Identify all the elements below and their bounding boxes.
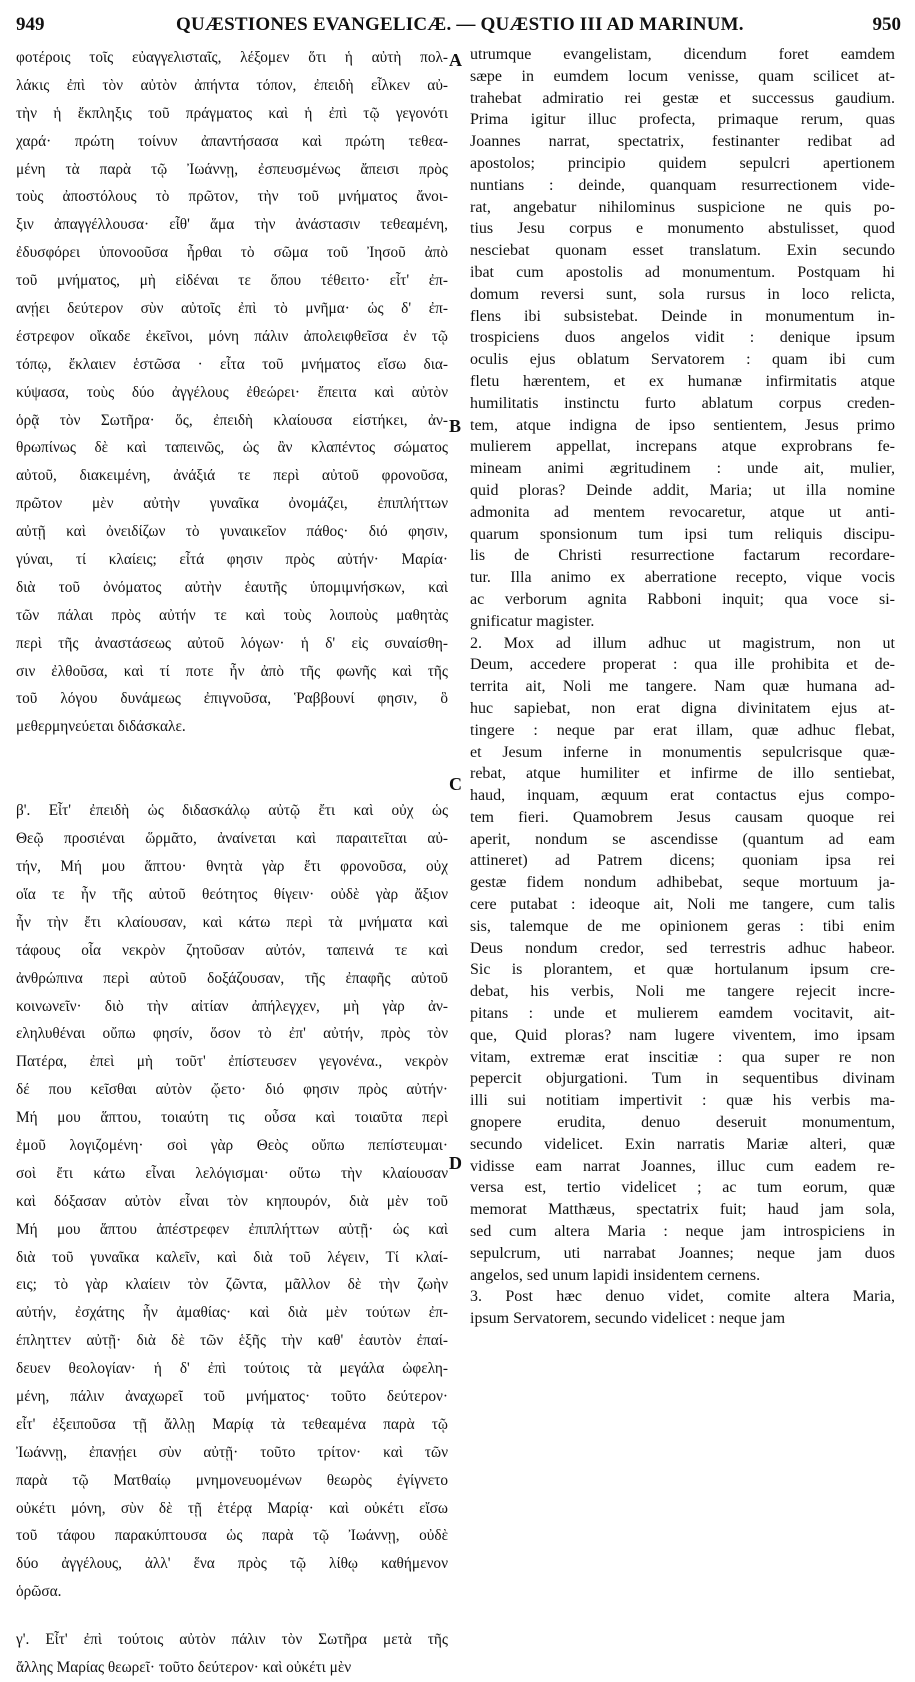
text-line: τοῦ μνήματος, μὴ εἰδέναι τε ὅπου τέθειτο· εἶτ' ἐπ- [16,272,448,290]
text-line: tingere : neque par erat illam, quæ adhuc flebat, [470,721,895,739]
text-line: εληλυθέναι οὔπω φησίν, ὅσον τὸ ἐπ' αὐτήν, πρὸς τὸν [16,1025,448,1043]
text-line: flens ibi subsistebat. Deinde in monumentum in- [470,307,895,325]
page-number-right: 950 [872,14,901,35]
text-line: 3. Post hæc denuo videt, comite altera Maria, [470,1288,895,1306]
text-line: sed cum altera Maria : neque jam introspiciens in [470,1223,895,1241]
text-line: ὁρᾷ τὸν Σωτῆρα· ὅς, ἐπειδὴ κλαίουσα εἱστήκει, ἀν- [16,411,448,429]
text-line: Θεῷ προσιέναι ὥρμᾶτο, ἀναίνεται καὶ παραιτεῖται αὐ- [16,830,448,848]
text-line: Joannes narrat, spectatrix, festinanter redibat ad [470,133,895,151]
page-number-left: 949 [16,14,45,35]
text-line: trahebat admiratio rei gestæ et successus gaudium. [470,89,895,107]
text-line: έπληττεν αὐτῇ· διὰ δὲ τῶν ἑξῆς τὴν καθ' ἑαυτὸν ἐπαί- [16,1332,448,1350]
text-line: φοτέροις τοῖς εὐαγγελισταῖς, λέξομεν ὅτι ἡ αὐτὴ πολ- [16,49,448,66]
margin-letter-a: A [449,50,462,70]
text-line: ac verborum agnita Rabboni inquit; qua voce si- [470,590,895,608]
text-line: γ'. Εἶτ' ἐπὶ τούτοις αὐτὸν πάλιν τὸν Σωτῆρα μετὰ τῆς [16,1631,448,1649]
text-line: Sic is plorantem, et quæ hortulanum ipsum cre- [470,961,895,979]
text-line: aperit, nondum se ascendisse (quantum ad eam [470,830,895,848]
text-line: apostolos; principio quidem sepulcri apertionem [470,154,895,172]
text-line: θρωπίνως δὲ καὶ ταπεινῶς, ὡς ἂν κλαπέντος σώματος [16,439,448,457]
text-line: cere putabat : ideoque ait, Noli me tangere, cum talis [470,896,895,914]
text-line: ανῄει δεύτερον σὺν αὐτοῖς ἐπὶ τὸ μνῆμα· ὡς δ' ἐπ- [16,300,448,318]
text-line: καὶ δόξασαν αὐτὸν εἶναι τὸν κηπουρόν, διὰ μὲν τοῦ [16,1192,448,1210]
text-line: β'. Εἶτ' ἐπειδὴ ὡς διδασκάλῳ αὐτῷ ἔτι καὶ οὐχ ὡς [16,802,448,820]
text-line: Ἰωάννῃ, ἐπανῄει σὺν αὐτῇ· τοῦτο τρίτον· καὶ τῶν [16,1443,448,1461]
text-line: lis de Christi resurrectione factarum recordare- [470,547,895,565]
text-line: et Jesum inferne in monumentis sepulcrisque quæ- [470,743,895,761]
text-line: τήν, Μή μου ἅπτου· θνητὰ γὰρ ἔτι φρονοῦσα, οὐχ [16,858,448,876]
text-line: gnopere erudita, denuo deseruit monumentum, [470,1114,895,1132]
text-line: humilitatis instinctu furto ablatum corpus creden- [470,394,895,412]
text-line: μένη τὰ παρὰ τῷ Ἰωάννῃ, ἐσπευσμένως ἄπεισι πρὸς [16,160,448,178]
text-line: rat, angebatur nihilominus suspicione ne quis po- [470,198,895,216]
text-line: τοῦ λόγου δυνάμεως ἐπιγνοῦσα, Ῥαββουνί φησιν, ὃ [16,690,448,708]
text-line: versa est, tertio videlicet ; ac tum eorum, quæ [470,1179,895,1197]
greek-paragraph-2 [16,797,448,1606]
text-line: mulierem appellat, increpans atque exprobrans fe- [470,438,895,456]
text-line: tem fieri. Quamobrem Jesus causam quoque rei [470,808,895,826]
text-line: ἦν τὴν ἔτι κλαίουσαν, καὶ κάτω περὶ τὰ μνήματα καὶ [16,913,448,931]
text-line: attineret) ad Patrem dicens; quoniam ipsa rei [470,852,895,870]
text-line: ἄλλης Μαρίας θεωρεῖ· τοῦτο δεύτερον· καὶ οὐκέτι μὲν [16,1658,352,1676]
text-line: tur. Illa animo ex aberratione recepto, vique vocis [470,569,895,587]
text-line: quid ploras? Deinde addit, Maria; ut illa nomine [470,481,895,499]
text-line: ξιν ἀπαγγέλλουσα· εἶθ' ἅμα τὴν ἀνάστασιν τεθεαμένη, [16,216,448,234]
text-line: σοὶ ἔτι κάτω εἶναι λελόγισμαι· οὕτω τὴν κλαίουσαν [16,1164,448,1182]
greek-paragraph-1 [16,44,448,741]
text-line: παρὰ τῷ Ματθαίῳ μνημονευομένων θεωρὸς ἐγίγνετο [16,1471,448,1489]
text-line: tem, atque indigna de ipso sentientem, Jesus primo [470,416,895,434]
text-line: οὐκέτι μόνη, σὺν δὲ τῇ ἑτέρᾳ Μαρίᾳ· καὶ οὐκέτι εἴσω [16,1499,448,1517]
text-line: memorat Matthæus, spectatrix fuit; haud jam sola, [470,1201,895,1219]
text-line: vitam, extremæ erat inscitiæ : qua super re non [470,1048,895,1066]
text-line: έστρεφον οἴκαδε ἐκεῖνοι, μόνη πάλιν ἀπολειφθεῖσα ἐν τῷ [16,327,448,345]
text-line: fletu hærentem, et ex humanæ infirmitatis atque [470,372,895,390]
text-line: rebat, atque humiliter et infirme de illo sentiebat, [470,765,895,783]
text-line: μένη, πάλιν ἀναχωρεῖ τοῦ μνήματος· τοῦτο δεύτερον· [16,1387,448,1405]
text-line: nesciebat quonam esset translatum. Exin secundo [470,242,895,260]
text-line: utrumque evangelistam, dicendum foret eamdem [470,46,895,63]
text-line: κύψασα, τοὺς δύο ἀγγέλους ἐθεώρει· ἔπειτα καὶ αὐτὸν [16,383,448,401]
running-title: QUÆSTIONES EVANGELICÆ. — QUÆSTIO III AD MARINUM. [176,14,744,35]
text-line: Μή μου ἅπτου ἀπέστρεφεν ἐπιπλήττων αὐτῇ· ὡς καὶ [16,1220,448,1238]
text-line: sepulcrum, uti narrabat Joannes; neque jam duos [470,1244,895,1262]
text-line: πρῶτον μὲν αὐτὴν γυναῖκα ὀνομάζει, ἐπιπλήττων [16,495,448,513]
text-line: domum reversi sunt, sola rursus in loco relicta, [470,285,895,303]
text-line: τάφους οἷα νεκρὸν ζητοῦσαν αὐτόν, ταπεινά τε καὶ [16,941,448,959]
text-line: ἐδυσφόρει ὑπονοοῦσα ἦρθαι τὸ σῶμα τοῦ Ἰησοῦ ἀπὸ [16,244,448,262]
text-line: εις; τὸ γὰρ κλαίειν τὸν ζῶντα, μᾶλλον δὲ τὴν ζωὴν [16,1276,448,1294]
text-line: gnificatur magister. [470,612,595,630]
text-line: μεθερμηνεύεται διδάσκαλε. [16,718,186,736]
text-line: secundo videlicet. Exin narratis Mariæ alteri, quæ [470,1135,895,1153]
text-line: Prima igitur illuc profecta, primaque rerum, quas [470,111,895,129]
latin-column [470,44,895,1330]
text-line: τὴν ἡ ἔκπληξις τοῦ πράγματος καὶ ἡ ἐπὶ τῷ γεγονότι [16,104,448,122]
text-line: illi sui notitiam impertivit : quæ his verbis ma- [470,1092,895,1110]
text-line: 2. Mox ad illum adhuc ut magistrum, non ut [470,634,895,652]
text-line: pepercit objurgationi. Tum in sequentibus divinam [470,1070,895,1088]
text-line: τῶν πάλαι πρὸς αὐτήν τε καὶ τοὺς λοιποὺς μαθητὰς [16,606,448,624]
text-line: trospiciens duos angelos vidit : denique ipsum [470,329,895,347]
margin-letter-b: B [449,416,462,436]
text-line: Deus nondum credor, sed terrestris adhuc habeor. [470,939,895,957]
margin-letter-d: D [449,1153,462,1173]
text-line: nuntians : deinde, quanquam resurrectionem vide- [470,176,895,194]
text-line: Deum, accedere properat : qua ille prohibita et de- [470,656,895,674]
text-line: λάκις ἐπὶ τὸν αὐτὸν ἀπήντα τόπον, ἐπειδὴ εἷλκεν αὐ- [16,76,448,94]
text-line: ἀνθρώπινα περὶ αὐτοῦ δοξάζουσαν, τῆς ἐπαφῆς αὐτοῦ [16,969,448,987]
text-line: sæpe in eumdem locum venisse, quam scilicet at- [470,67,895,85]
text-line: gestæ fidem nondum adhibebat, seque mortuum ja- [470,874,895,892]
text-line: quarum sponsionum tum ipsi tum reliquis discipu- [470,525,895,543]
text-line: debat, his verbis, Noli me tangere rejecit incre- [470,983,895,1001]
text-line: δύο ἀγγέλους, ἀλλ' ἕνα πρὸς τῷ λίθῳ καθήμενον [16,1555,448,1573]
text-line: δευεν θεολογίαν· ἡ δ' ἐπὶ τούτοις τὰ μεγάλα ὠφελη- [16,1360,448,1378]
text-line: Μή μου ἅπτου, τοιαύτη τις οὖσα καὶ τοιαῦτα περὶ [16,1109,448,1127]
text-line: γύναι, τί κλαίεις; εἶτά φησιν πρὸς αὐτήν· Μαρία· [16,551,448,569]
text-line: mineam animi ægritudinem : unde ait, mulier, [470,460,895,478]
text-line: haud, inquam, æquum erat contactus ejus compo- [470,787,895,805]
text-line: διὰ τοῦ γυναῖκα καλεῖν, καὶ διὰ τοῦ λέγειν, Τί κλαί- [16,1248,448,1266]
paragraph-gap [16,741,448,797]
text-line: ὁρῶσα. [16,1583,62,1601]
text-line: admonita ad mentem revocaretur, atque ut anti- [470,503,895,521]
text-line: εἶτ' ἐξειποῦσα τῇ ἄλλῃ Μαρίᾳ τὰ τεθεαμένα παρὰ τῷ [16,1415,448,1433]
text-line: οἵα τε ἦν τῆς αὐτοῦ θεότητος θίγειν· οὐδὲ γὰρ ἄξιον [16,885,448,903]
text-line: territa ait, Noli me tangere. Nam quæ humana ad- [470,678,895,696]
text-line: τοῦ τάφου παρακύπτουσα ὡς παρὰ τῷ Ἰωάννῃ, οὐδὲ [16,1527,448,1545]
text-line: διὰ τοῦ ὀνόματος αὐτὴν ἑαυτῆς ὑπομιμνήσκων, καὶ [16,578,448,596]
text-line: αὐτῇ καὶ ὀνειδίζων τὸ γυναικεῖον πάθος· διό φησιν, [16,523,448,541]
paragraph-gap [16,1606,448,1626]
text-line: que, Quid ploras? nam lugere viventem, imo ipsam [470,1026,895,1044]
text-line: ἐμοῦ λογιζομένη· σοὶ γὰρ Θεὸς οὔπω πεπίστευμαι· [16,1136,448,1154]
running-header [16,14,901,44]
text-line: pitans : unde et mulierem eamdem vocitavit, ait- [470,1005,895,1023]
text-line: αὐτήν, ἐσχάτης ἦν ἀμαθίας· καὶ διὰ μὲν τούτων ἐπ- [16,1304,448,1322]
text-line: αὐτοῦ, διακειμένη, ἀνάξιά τε περὶ αὐτοῦ φρονοῦσα, [16,467,448,485]
text-line: δέ που κεῖσθαι αὐτὸν ᾤετο· διό φησιν πρὸς αὐτήν· [16,1081,448,1099]
text-line: sis, talemque de me opinionem geras : tibi enim [470,917,895,935]
text-line: vidisse eam narrat Joannes, illuc cum eadem re- [470,1157,895,1175]
text-line: oculis ejus oblatum Servatorem : quam ibi cum [470,351,895,369]
text-line: Πατέρα, ἐπεὶ μὴ τοῦτ' ἐπίστευσεν γεγονένα., νεκρὸν [16,1053,448,1071]
text-line: τοὺς ἀποστόλους τὸ πρῶτον, τὴν τοῦ μνήματος ἄνοι- [16,188,448,206]
text-line: ipsum Servatorem, secundo videlicet : neque jam [470,1310,786,1328]
text-line: angelos, sed unum lapidi insidentem cernens. [470,1266,761,1284]
text-line: τόπῳ, ἔκλαιεν ἑστῶσα · εἶτα τοῦ μνήματος εἴσω δια- [16,355,448,373]
text-line: κοινωνεῖν· διὸ τὴν αἰτίαν ἀπήλεγχεν, μὴ γὰρ ἀν- [16,997,448,1015]
text-line: ibat cum apostolis ad monumentum. Postquam hi [470,263,895,281]
margin-letter-c: C [449,774,462,794]
latin-text [470,44,895,1330]
text-line: huc sapiebat, non erat digna divinitatem ejus at- [470,699,895,717]
text-line: tius Jesu corpus e monumento abstulisset, quod [470,220,895,238]
text-line: χαρά· πρώτη τοίνυν ἀπαντήσασα καὶ πρώτη τεθεα- [16,132,448,150]
greek-paragraph-3 [16,1626,448,1682]
text-line: περὶ τῆς ἀναστάσεως αὐτοῦ λόγων· ἡ δ' εἰς συναίσθη- [16,634,448,652]
greek-column [16,44,448,1682]
text-line: σιν ἐλθοῦσα, καὶ τί ποτε ἦν ἀπὸ τῆς φωνῆς καὶ τῆς [16,662,448,680]
